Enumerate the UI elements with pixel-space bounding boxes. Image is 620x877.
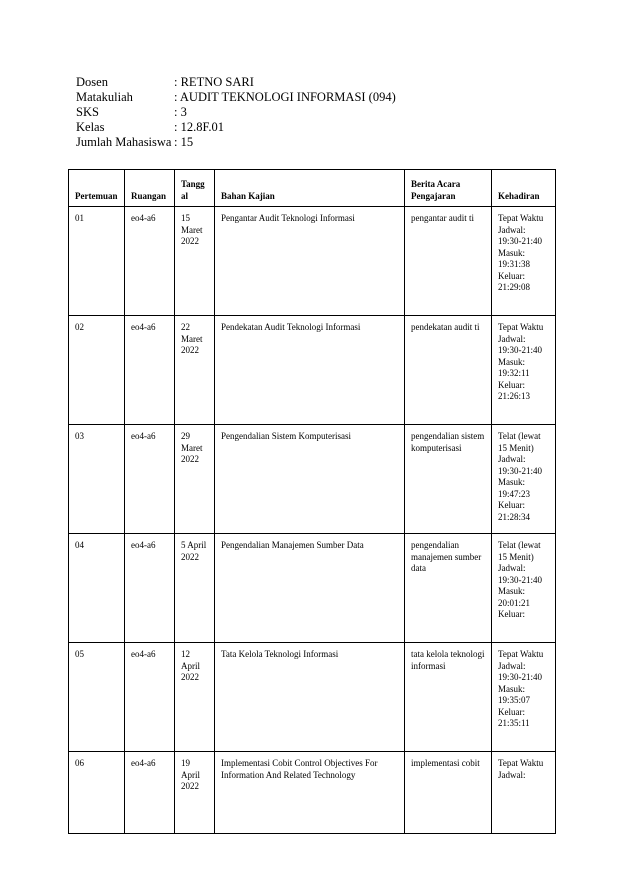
- cell-bahan-kajian: Implementasi Cobit Control Objectives For Information And Related Technology: [215, 752, 405, 834]
- matakuliah-label: Matakuliah: [76, 90, 133, 104]
- sks-value: : 3: [174, 105, 187, 119]
- table-header-row: [69, 170, 556, 207]
- jumlah-mahasiswa-value: : 15: [174, 135, 194, 149]
- cell-berita-acara: implementasi cobit: [405, 752, 492, 834]
- cell-bahan-kajian: Pengantar Audit Teknologi Informasi: [215, 207, 405, 316]
- cell-tanggal: 5 April 2022: [175, 534, 215, 643]
- cell-kehadiran: Tepat Waktu Jadwal: 19:30-21:40 Masuk: 19:35:07 Keluar: 21:35:11: [492, 643, 556, 752]
- attendance-table: [68, 169, 556, 834]
- dosen-label: Dosen: [76, 75, 108, 89]
- cell-berita-acara: tata kelola teknologi informasi: [405, 643, 492, 752]
- column-header-tanggal: Tanggal: [175, 170, 215, 207]
- cell-tanggal: 29 Maret 2022: [175, 425, 215, 534]
- table-row: [69, 207, 556, 316]
- cell-pertemuan: 05: [69, 643, 125, 752]
- cell-bahan-kajian: Pengendalian Sistem Komputerisasi: [215, 425, 405, 534]
- jumlah-mahasiswa-label: Jumlah Mahasiswa: [76, 135, 172, 149]
- cell-tanggal: 15 Maret 2022: [175, 207, 215, 316]
- column-header-pertemuan: Pertemuan: [69, 170, 125, 207]
- sks-row: [76, 105, 396, 120]
- cell-ruangan: eo4-a6: [125, 425, 175, 534]
- cell-kehadiran: Tepat Waktu Jadwal: 19:30-21:40 Masuk: 19:31:38 Keluar: 21:29:08: [492, 207, 556, 316]
- table-row: [69, 425, 556, 534]
- cell-pertemuan: 04: [69, 534, 125, 643]
- cell-pertemuan: 03: [69, 425, 125, 534]
- table-row: [69, 534, 556, 643]
- cell-bahan-kajian: Pengendalian Manajemen Sumber Data: [215, 534, 405, 643]
- cell-ruangan: eo4-a6: [125, 316, 175, 425]
- cell-bahan-kajian: Tata Kelola Teknologi Informasi: [215, 643, 405, 752]
- kelas-label: Kelas: [76, 120, 105, 134]
- cell-ruangan: eo4-a6: [125, 534, 175, 643]
- column-header-ruangan: Ruangan: [125, 170, 175, 207]
- sks-label: SKS: [76, 105, 99, 119]
- kelas-row: [76, 120, 396, 135]
- column-header-kehadiran: Kehadiran: [492, 170, 556, 207]
- cell-ruangan: eo4-a6: [125, 752, 175, 834]
- jumlah-mahasiswa-row: [76, 135, 396, 150]
- cell-pertemuan: 02: [69, 316, 125, 425]
- matakuliah-value: : AUDIT TEKNOLOGI INFORMASI (094): [174, 90, 396, 104]
- cell-kehadiran: Telat (lewat 15 Menit) Jadwal: 19:30-21:40 Masuk: 20:01:21 Keluar:: [492, 534, 556, 643]
- kelas-value: : 12.8F.01: [174, 120, 225, 134]
- cell-kehadiran: Telat (lewat 15 Menit) Jadwal: 19:30-21:40 Masuk: 19:47:23 Keluar: 21:28:34: [492, 425, 556, 534]
- dosen-value: : RETNO SARI: [174, 75, 254, 89]
- cell-berita-acara: pendekatan audit ti: [405, 316, 492, 425]
- table-row: [69, 643, 556, 752]
- cell-ruangan: eo4-a6: [125, 643, 175, 752]
- table-row: [69, 752, 556, 834]
- column-header-bahan-kajian: Bahan Kajian: [215, 170, 405, 207]
- cell-berita-acara: pengendalian sistem komputerisasi: [405, 425, 492, 534]
- column-header-berita-acara: Berita Acara Pengajaran: [405, 170, 492, 207]
- cell-berita-acara: pengendalian manajemen sumber data: [405, 534, 492, 643]
- cell-bahan-kajian: Pendekatan Audit Teknologi Informasi: [215, 316, 405, 425]
- cell-kehadiran: Tepat Waktu Jadwal:: [492, 752, 556, 834]
- cell-pertemuan: 01: [69, 207, 125, 316]
- cell-tanggal: 22 Maret 2022: [175, 316, 215, 425]
- dosen-row: [76, 75, 396, 90]
- cell-berita-acara: pengantar audit ti: [405, 207, 492, 316]
- cell-pertemuan: 06: [69, 752, 125, 834]
- cell-tanggal: 12 April 2022: [175, 643, 215, 752]
- cell-tanggal: 19 April 2022: [175, 752, 215, 834]
- table-row: [69, 316, 556, 425]
- matakuliah-row: [76, 90, 396, 105]
- course-header: [76, 75, 396, 150]
- cell-ruangan: eo4-a6: [125, 207, 175, 316]
- cell-kehadiran: Tepat Waktu Jadwal: 19:30-21:40 Masuk: 19:32:11 Keluar: 21:26:13: [492, 316, 556, 425]
